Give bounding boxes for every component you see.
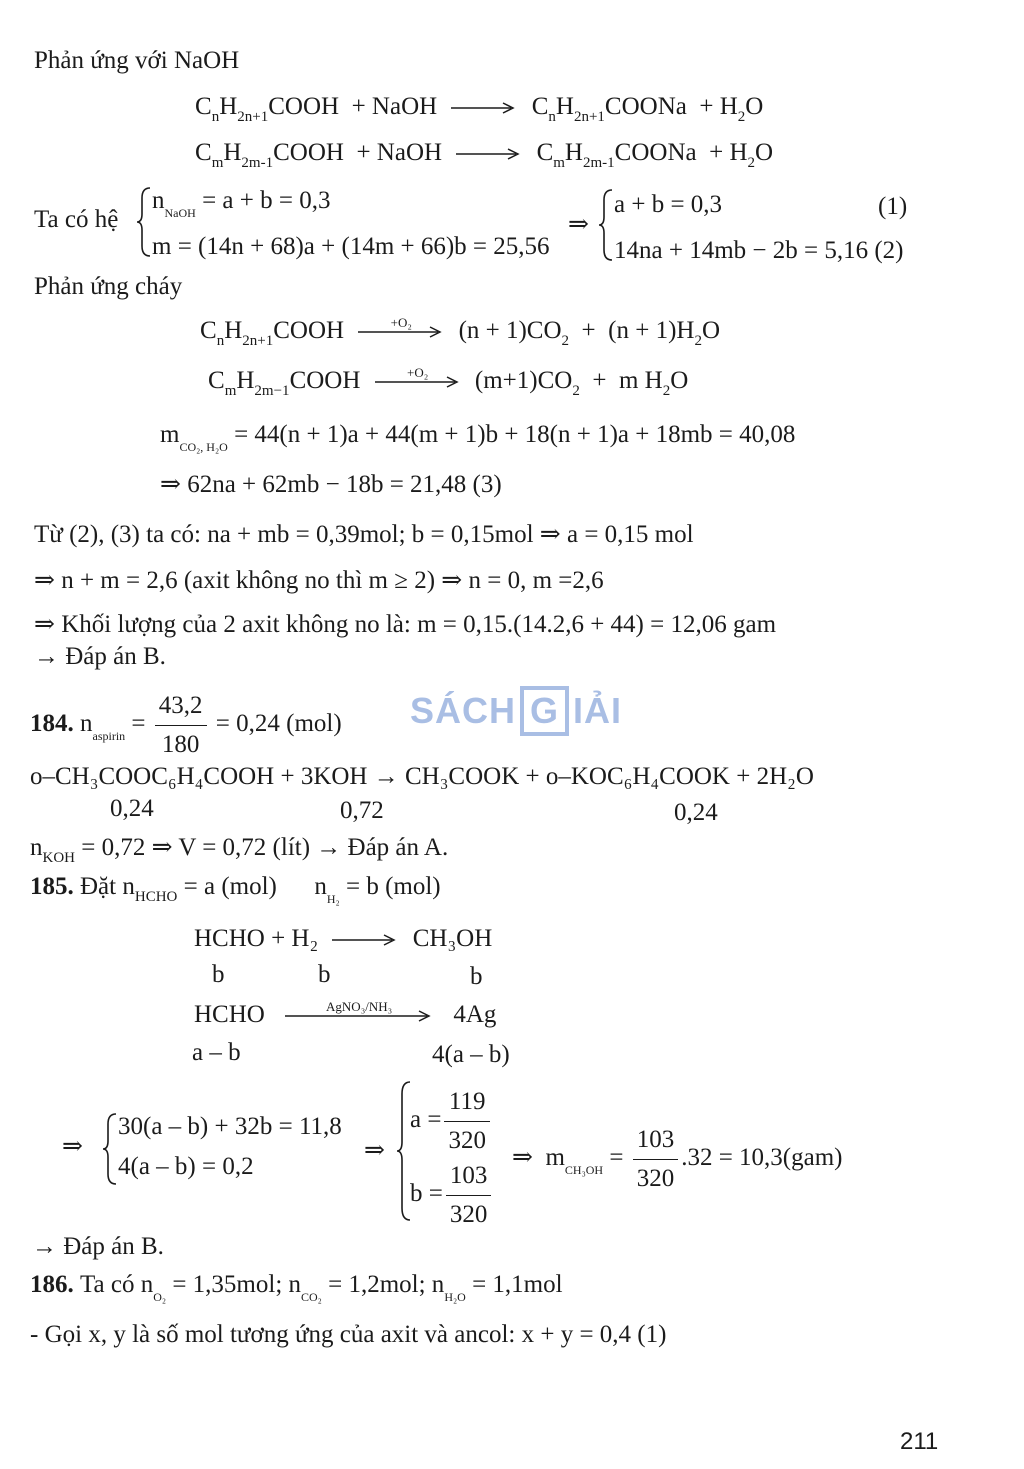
a-value: a = $\frac{119}{320}$ [410,1082,493,1160]
reaction-185-1: HCHO + H₂ CH₃OH [194,925,493,952]
reaction-arrow: +O₂ [375,372,461,392]
implies-symbol: ⇒ [568,211,589,238]
heading-naoh-reaction: Phản ứng với NaOH [34,47,240,74]
system2-line2: 4(a – b) = 0,2 [118,1153,254,1180]
coefficient: b [470,963,483,990]
left-brace [598,188,614,262]
coefficient: 0,24 [110,795,154,822]
system1-line1: $n_{NaOH} = a + b = 0,3$ [152,187,331,220]
coefficient: a – b [192,1039,241,1066]
answer-183: → Đáp án B. [34,643,166,670]
answer-185: → Đáp án B. [32,1233,164,1260]
equation-tag-1: (1) [878,193,908,220]
result-from-2-3: Từ (2), (3) ta có: na + mb = 0,39mol; b = 0,15mol ⇒ a = 0,15 mol [34,521,694,548]
problem-185: 185. Đặt $n_{HCHO} = a$ (mol) $n_{H_2} = b$ (mol) [30,873,441,906]
page-number: 211 [900,1428,939,1455]
reaction-arrow: AgNO₃/NH₃ [285,1006,433,1026]
naoh-equation-2: $C_mH_{2m-1}COOH$ + NaOH $C_mH_{2m-1}COONa + H_2O$ [195,139,774,171]
result-184: $n_{KOH} = 0,72$ ⇒ V = 0,72 (lít) → Đáp án A. [30,834,449,866]
coefficient: 0,72 [340,797,384,824]
reaction-arrow [332,930,398,950]
watermark-logo: SÁCH G IẢI [410,686,622,736]
implies-symbol: ⇒ [62,1133,83,1160]
fraction: $\frac{119}{320}$ [444,1083,490,1160]
coefficient: b [318,961,331,988]
left-brace [102,1112,118,1186]
reaction-arrow [451,98,517,118]
heading-combustion: Phản ứng cháy [34,273,183,300]
combustion-equation-1: $C_nH_{2n+1}COOH$ +O₂ $(n + 1)CO_2 + (n + 1)H_2O$ [200,315,721,349]
mass-equation: $m_{CO_2, H_2O} = 44(n + 1)a + 44(m + 1)b + 18(n + 1)a + 18mb = 40,08$ [160,421,796,454]
nm-result: ⇒ n + m = 2,6 (axit không no thì m ≥ 2) ⇒ n = 0, m =2,6 [34,567,604,594]
reaction-arrow: +O₂ [358,322,444,342]
reaction-184: o–CH₃COOC₆H₄COOH + 3KOH → CH₃COOK + o–KOC₆H₄COOK + 2H₂O [30,763,814,790]
fraction: $\frac{103}{320}$ [633,1121,679,1198]
b-value: b = $\frac{103}{320}$ [410,1156,494,1234]
system1-result-1: a + b = 0,3 [614,191,723,218]
left-brace [136,186,152,258]
fraction: $\frac{103}{320}$ [446,1157,492,1234]
reaction-arrow [456,144,522,164]
problem-184: 184. $n_{aspirin}$ = $\frac{43,2}{180}$ = 0,24 (mol) [30,686,342,774]
system1-result-2: 14na + 14mb − 2b = 5,16 (2) [614,237,904,264]
mass-result: ⇒ Khối lượng của 2 axit không no là: m = 0,15.(14.2,6 + 44) = 12,06 gam [34,611,777,638]
combustion-equation-2: $C_mH_{2m-1}COOH$ +O₂ $(m+1)CO_2 + m$ $H_2O$ [208,365,689,399]
problem-186: 186. Ta có $n_{O_2} = 1,35mol$; $n_{CO_2} = 1,2mol$; $n_{H_2O} = 1,1mol$ [30,1271,563,1304]
coefficient: 4(a – b) [432,1041,510,1068]
implies-symbol: ⇒ [364,1137,385,1164]
coefficient: 0,24 [674,799,718,826]
equation-3: ⇒ 62na + 62mb − 18b = 21,48 (3) [160,471,502,498]
naoh-equation-1: $C_nH_{2n+1}COOH$ + NaOH $C_nH_{2n+1}COONa + H_2O$ [195,93,764,125]
reaction-185-2: HCHO AgNO₃/NH₃ 4Ag [194,999,497,1028]
fraction: $\frac{43,2}{180}$ [155,687,207,764]
coefficient: b [212,961,225,988]
system-prefix: Ta có hệ [34,206,119,233]
problem-186-line2: - Gọi x, y là số mol tương ứng của axit và ancol: x + y = 0,4 (1) [30,1321,667,1348]
system1-line2: m = (14n + 68)a + (14m + 66)b = 25,56 [152,233,550,260]
methanol-mass: ⇒ $m_{CH_3OH}$ = $\frac{103}{320}$ .32 = 10,3(gam) [512,1120,843,1208]
system2-line1: 30(a – b) + 32b = 11,8 [118,1113,342,1140]
